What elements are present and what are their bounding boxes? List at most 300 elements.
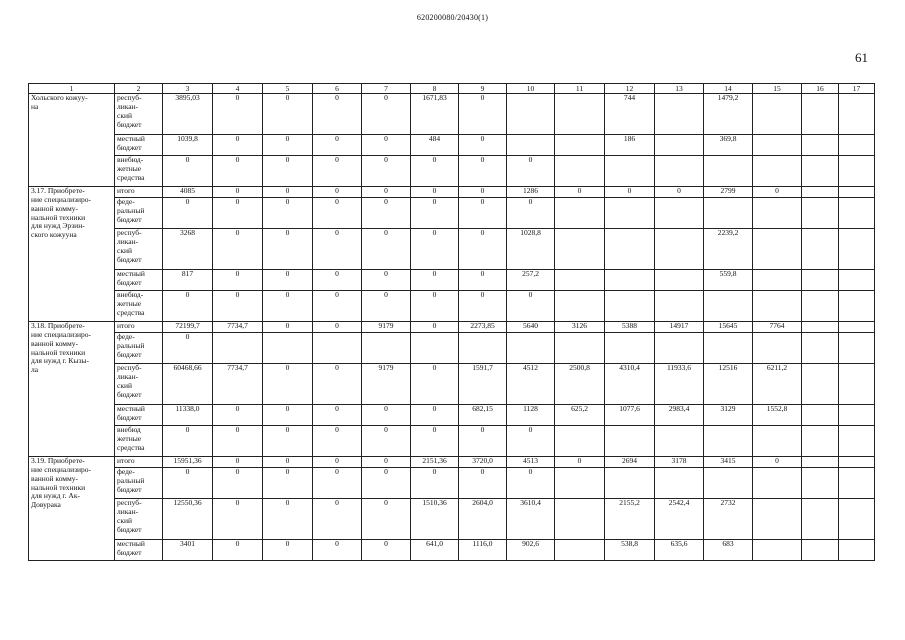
value-cell	[839, 333, 875, 364]
value-cell	[802, 198, 839, 229]
value-cell: 1671,83	[411, 94, 459, 135]
value-cell: 4512	[507, 364, 555, 405]
value-cell: 2155,2	[605, 499, 655, 540]
value-cell	[555, 198, 605, 229]
value-cell: 0	[313, 198, 362, 229]
value-cell: 14917	[655, 322, 704, 333]
value-cell: 1591,7	[459, 364, 507, 405]
funding-source: внебюд- жетные средства	[115, 156, 163, 187]
value-cell: 3720,0	[459, 457, 507, 468]
value-cell: 0	[555, 457, 605, 468]
value-cell	[704, 468, 753, 499]
column-header: 15	[753, 84, 802, 94]
value-cell	[753, 94, 802, 135]
value-cell	[802, 457, 839, 468]
table-row	[29, 322, 875, 333]
value-cell	[655, 135, 704, 156]
funding-source: местный бюджет	[115, 135, 163, 156]
value-cell: 9179	[362, 364, 411, 405]
value-cell: 60468,66	[163, 364, 213, 405]
value-cell: 0	[163, 156, 213, 187]
value-cell: 4085	[163, 187, 213, 198]
value-cell	[704, 156, 753, 187]
value-cell: 0	[163, 468, 213, 499]
funding-source: местный бюджет	[115, 540, 163, 561]
value-cell: 0	[411, 364, 459, 405]
value-cell	[605, 198, 655, 229]
value-cell: 0	[313, 291, 362, 322]
item-name: 3.17. Приобрете- ние специализиро- ванной комму- нальной техники для нужд Эрзин- ского кожууна	[29, 187, 115, 322]
column-header: 14	[704, 84, 753, 94]
value-cell: 12516	[704, 364, 753, 405]
funding-source: респуб- ликан- ский бюджет	[115, 364, 163, 405]
value-cell: 0	[507, 468, 555, 499]
value-cell: 1077,6	[605, 405, 655, 426]
value-cell: 0	[263, 270, 313, 291]
value-cell	[753, 499, 802, 540]
value-cell: 0	[213, 135, 263, 156]
funding-source: феде- ральный бюджет	[115, 198, 163, 229]
value-cell: 0	[313, 405, 362, 426]
value-cell	[839, 94, 875, 135]
value-cell: 1028,8	[507, 229, 555, 270]
value-cell: 257,2	[507, 270, 555, 291]
column-header: 16	[802, 84, 839, 94]
value-cell: 1116,0	[459, 540, 507, 561]
value-cell: 0	[263, 468, 313, 499]
value-cell: 0	[263, 540, 313, 561]
value-cell: 0	[313, 426, 362, 457]
value-cell	[655, 291, 704, 322]
column-header: 17	[839, 84, 875, 94]
value-cell: 0	[411, 426, 459, 457]
value-cell: 0	[411, 405, 459, 426]
funding-source: внебюд- жетные средства	[115, 291, 163, 322]
value-cell: 72199,7	[163, 322, 213, 333]
value-cell: 0	[605, 187, 655, 198]
funding-source: местный бюджет	[115, 270, 163, 291]
value-cell	[839, 457, 875, 468]
value-cell: 0	[263, 229, 313, 270]
value-cell: 0	[163, 291, 213, 322]
column-header: 11	[555, 84, 605, 94]
value-cell	[802, 333, 839, 364]
value-cell: 5640	[507, 322, 555, 333]
value-cell: 0	[263, 426, 313, 457]
value-cell	[362, 333, 411, 364]
column-header: 2	[115, 84, 163, 94]
column-header: 10	[507, 84, 555, 94]
value-cell	[839, 187, 875, 198]
value-cell: 0	[213, 405, 263, 426]
value-cell	[411, 333, 459, 364]
value-cell	[605, 229, 655, 270]
value-cell	[555, 499, 605, 540]
table-row	[29, 270, 875, 291]
value-cell	[704, 291, 753, 322]
value-cell	[753, 468, 802, 499]
value-cell: 6211,2	[753, 364, 802, 405]
funding-source: респуб- ликан- ский бюджет	[115, 94, 163, 135]
value-cell: 0	[213, 94, 263, 135]
value-cell: 2273,85	[459, 322, 507, 333]
value-cell	[839, 198, 875, 229]
value-cell: 0	[459, 291, 507, 322]
value-cell: 0	[459, 426, 507, 457]
column-header: 6	[313, 84, 362, 94]
value-cell: 1552,8	[753, 405, 802, 426]
value-cell: 0	[459, 270, 507, 291]
value-cell	[839, 405, 875, 426]
value-cell: 3415	[704, 457, 753, 468]
value-cell	[704, 198, 753, 229]
value-cell: 0	[362, 291, 411, 322]
value-cell	[753, 135, 802, 156]
value-cell: 0	[362, 229, 411, 270]
value-cell	[802, 291, 839, 322]
table-row	[29, 468, 875, 499]
value-cell: 0	[362, 270, 411, 291]
value-cell	[802, 468, 839, 499]
value-cell: 0	[263, 364, 313, 405]
value-cell: 15645	[704, 322, 753, 333]
value-cell: 0	[459, 135, 507, 156]
value-cell	[753, 270, 802, 291]
value-cell: 11338,0	[163, 405, 213, 426]
value-cell	[802, 135, 839, 156]
funding-source: респуб- ликан- ский бюджет	[115, 229, 163, 270]
value-cell	[704, 426, 753, 457]
funding-source: местный бюджет	[115, 405, 163, 426]
table-row	[29, 499, 875, 540]
value-cell: 0	[362, 156, 411, 187]
value-cell: 0	[411, 322, 459, 333]
value-cell	[753, 426, 802, 457]
value-cell	[802, 540, 839, 561]
value-cell: 5388	[605, 322, 655, 333]
table-row	[29, 364, 875, 405]
value-cell: 186	[605, 135, 655, 156]
value-cell: 0	[753, 187, 802, 198]
value-cell: 2983,4	[655, 405, 704, 426]
value-cell: 0	[411, 187, 459, 198]
value-cell	[802, 229, 839, 270]
value-cell: 0	[213, 426, 263, 457]
value-cell: 0	[313, 468, 362, 499]
value-cell: 0	[362, 468, 411, 499]
value-cell	[655, 468, 704, 499]
value-cell	[507, 333, 555, 364]
value-cell: 817	[163, 270, 213, 291]
value-cell: 0	[213, 499, 263, 540]
value-cell: 0	[213, 229, 263, 270]
value-cell	[753, 291, 802, 322]
value-cell	[555, 333, 605, 364]
value-cell	[555, 291, 605, 322]
funding-source: феде- ральный бюджет	[115, 333, 163, 364]
value-cell	[839, 468, 875, 499]
value-cell	[839, 291, 875, 322]
value-cell: 2151,36	[411, 457, 459, 468]
table-row	[29, 187, 875, 198]
value-cell: 0	[313, 156, 362, 187]
value-cell: 0	[507, 291, 555, 322]
value-cell: 0	[362, 135, 411, 156]
value-cell	[555, 94, 605, 135]
column-header: 13	[655, 84, 704, 94]
value-cell: 3268	[163, 229, 213, 270]
value-cell	[655, 156, 704, 187]
value-cell	[555, 270, 605, 291]
value-cell	[839, 135, 875, 156]
value-cell	[839, 322, 875, 333]
value-cell: 4513	[507, 457, 555, 468]
document-id: 620200080/20430(1)	[416, 13, 489, 22]
value-cell: 0	[362, 457, 411, 468]
value-cell: 0	[313, 135, 362, 156]
value-cell	[704, 333, 753, 364]
value-cell: 3129	[704, 405, 753, 426]
table-row	[29, 333, 875, 364]
value-cell	[555, 229, 605, 270]
value-cell: 0	[362, 94, 411, 135]
value-cell: 625,2	[555, 405, 605, 426]
value-cell: 3895,03	[163, 94, 213, 135]
value-cell	[655, 229, 704, 270]
funding-source: внебюд жетные средства	[115, 426, 163, 457]
value-cell: 0	[313, 457, 362, 468]
table-row	[29, 291, 875, 322]
value-cell: 0	[213, 198, 263, 229]
value-cell	[655, 333, 704, 364]
value-cell	[839, 270, 875, 291]
value-cell: 0	[163, 426, 213, 457]
value-cell: 7734,7	[213, 364, 263, 405]
budget-table	[28, 83, 875, 561]
value-cell	[839, 229, 875, 270]
value-cell: 1128	[507, 405, 555, 426]
value-cell	[459, 333, 507, 364]
value-cell	[839, 426, 875, 457]
value-cell	[802, 426, 839, 457]
table-row	[29, 540, 875, 561]
value-cell: 484	[411, 135, 459, 156]
value-cell: 0	[459, 468, 507, 499]
table-row	[29, 135, 875, 156]
value-cell	[802, 156, 839, 187]
value-cell	[263, 333, 313, 364]
value-cell: 0	[411, 270, 459, 291]
table-row	[29, 94, 875, 135]
value-cell	[655, 94, 704, 135]
value-cell: 0	[163, 333, 213, 364]
value-cell: 0	[362, 187, 411, 198]
value-cell	[507, 94, 555, 135]
value-cell: 1039,8	[163, 135, 213, 156]
value-cell: 0	[313, 94, 362, 135]
value-cell	[605, 333, 655, 364]
funding-source: итого	[115, 457, 163, 468]
value-cell: 0	[213, 540, 263, 561]
value-cell: 0	[163, 198, 213, 229]
value-cell: 15951,36	[163, 457, 213, 468]
value-cell	[605, 291, 655, 322]
value-cell	[753, 229, 802, 270]
value-cell: 0	[362, 405, 411, 426]
value-cell: 0	[362, 499, 411, 540]
value-cell: 7764	[753, 322, 802, 333]
value-cell: 0	[753, 457, 802, 468]
value-cell: 4310,4	[605, 364, 655, 405]
column-header: 1	[29, 84, 115, 94]
value-cell: 0	[213, 270, 263, 291]
item-name: Хольского кожуу- на	[29, 94, 115, 187]
value-cell	[655, 426, 704, 457]
value-cell: 0	[362, 426, 411, 457]
value-cell: 0	[213, 156, 263, 187]
value-cell: 0	[263, 198, 313, 229]
value-cell: 3610,4	[507, 499, 555, 540]
value-cell	[839, 156, 875, 187]
value-cell	[555, 426, 605, 457]
value-cell: 3126	[555, 322, 605, 333]
funding-source: респуб- ликан- ский бюджет	[115, 499, 163, 540]
value-cell: 0	[313, 499, 362, 540]
value-cell: 0	[313, 270, 362, 291]
value-cell: 0	[213, 291, 263, 322]
table-row	[29, 457, 875, 468]
value-cell: 369,8	[704, 135, 753, 156]
value-cell: 902,6	[507, 540, 555, 561]
value-cell: 2500,8	[555, 364, 605, 405]
value-cell: 1286	[507, 187, 555, 198]
value-cell: 0	[263, 405, 313, 426]
header-row	[29, 84, 875, 94]
value-cell	[839, 499, 875, 540]
value-cell: 2732	[704, 499, 753, 540]
table-row	[29, 426, 875, 457]
column-header: 12	[605, 84, 655, 94]
value-cell	[802, 187, 839, 198]
value-cell: 641,0	[411, 540, 459, 561]
value-cell: 0	[263, 94, 313, 135]
value-cell: 0	[213, 457, 263, 468]
value-cell	[555, 468, 605, 499]
value-cell	[655, 198, 704, 229]
value-cell: 0	[313, 322, 362, 333]
table-row	[29, 198, 875, 229]
value-cell: 0	[313, 229, 362, 270]
value-cell: 0	[263, 156, 313, 187]
value-cell: 0	[555, 187, 605, 198]
column-header: 7	[362, 84, 411, 94]
value-cell: 0	[362, 540, 411, 561]
value-cell: 2542,4	[655, 499, 704, 540]
value-cell: 0	[411, 156, 459, 187]
value-cell	[753, 198, 802, 229]
value-cell: 0	[411, 291, 459, 322]
value-cell: 9179	[362, 322, 411, 333]
value-cell: 2604,0	[459, 499, 507, 540]
value-cell: 0	[459, 187, 507, 198]
value-cell	[555, 135, 605, 156]
value-cell: 2239,2	[704, 229, 753, 270]
value-cell	[802, 364, 839, 405]
value-cell	[802, 499, 839, 540]
value-cell: 538,8	[605, 540, 655, 561]
value-cell	[802, 270, 839, 291]
value-cell	[655, 270, 704, 291]
value-cell: 3401	[163, 540, 213, 561]
value-cell	[839, 540, 875, 561]
value-cell: 0	[213, 468, 263, 499]
value-cell	[213, 333, 263, 364]
value-cell: 0	[459, 94, 507, 135]
value-cell: 0	[655, 187, 704, 198]
value-cell	[605, 426, 655, 457]
value-cell	[753, 333, 802, 364]
value-cell	[555, 156, 605, 187]
column-header: 8	[411, 84, 459, 94]
value-cell: 12550,36	[163, 499, 213, 540]
value-cell: 0	[411, 468, 459, 499]
item-name: 3.19. Приобрете- ние специализиро- ванной комму- нальной техники для нужд г. Ак- Довурака	[29, 457, 115, 561]
value-cell: 0	[313, 187, 362, 198]
value-cell	[605, 156, 655, 187]
funding-source: итого	[115, 187, 163, 198]
value-cell: 744	[605, 94, 655, 135]
column-header: 9	[459, 84, 507, 94]
value-cell: 2694	[605, 457, 655, 468]
value-cell: 0	[263, 135, 313, 156]
value-cell: 0	[507, 198, 555, 229]
value-cell: 559,8	[704, 270, 753, 291]
value-cell: 0	[213, 187, 263, 198]
value-cell	[555, 540, 605, 561]
table-row	[29, 156, 875, 187]
value-cell: 3178	[655, 457, 704, 468]
value-cell: 0	[507, 156, 555, 187]
value-cell: 7734,7	[213, 322, 263, 333]
value-cell: 0	[362, 198, 411, 229]
item-name: 3.18. Приобрете- ние специализиро- ванной комму- нальной техники для нужд г. Кызы- ла	[29, 322, 115, 457]
value-cell: 635,6	[655, 540, 704, 561]
value-cell: 0	[459, 229, 507, 270]
value-cell: 0	[263, 322, 313, 333]
value-cell: 683	[704, 540, 753, 561]
value-cell: 0	[263, 187, 313, 198]
value-cell	[802, 322, 839, 333]
value-cell: 0	[459, 156, 507, 187]
value-cell: 0	[411, 229, 459, 270]
column-header: 4	[213, 84, 263, 94]
value-cell	[839, 364, 875, 405]
value-cell: 0	[313, 540, 362, 561]
page-number: 61	[855, 50, 868, 65]
value-cell: 0	[507, 426, 555, 457]
column-header: 5	[263, 84, 313, 94]
value-cell: 11933,6	[655, 364, 704, 405]
value-cell	[507, 135, 555, 156]
table-row	[29, 405, 875, 426]
value-cell	[605, 270, 655, 291]
value-cell	[753, 156, 802, 187]
value-cell: 0	[459, 198, 507, 229]
value-cell: 682,15	[459, 405, 507, 426]
value-cell: 1510,36	[411, 499, 459, 540]
value-cell	[802, 405, 839, 426]
value-cell: 0	[263, 291, 313, 322]
